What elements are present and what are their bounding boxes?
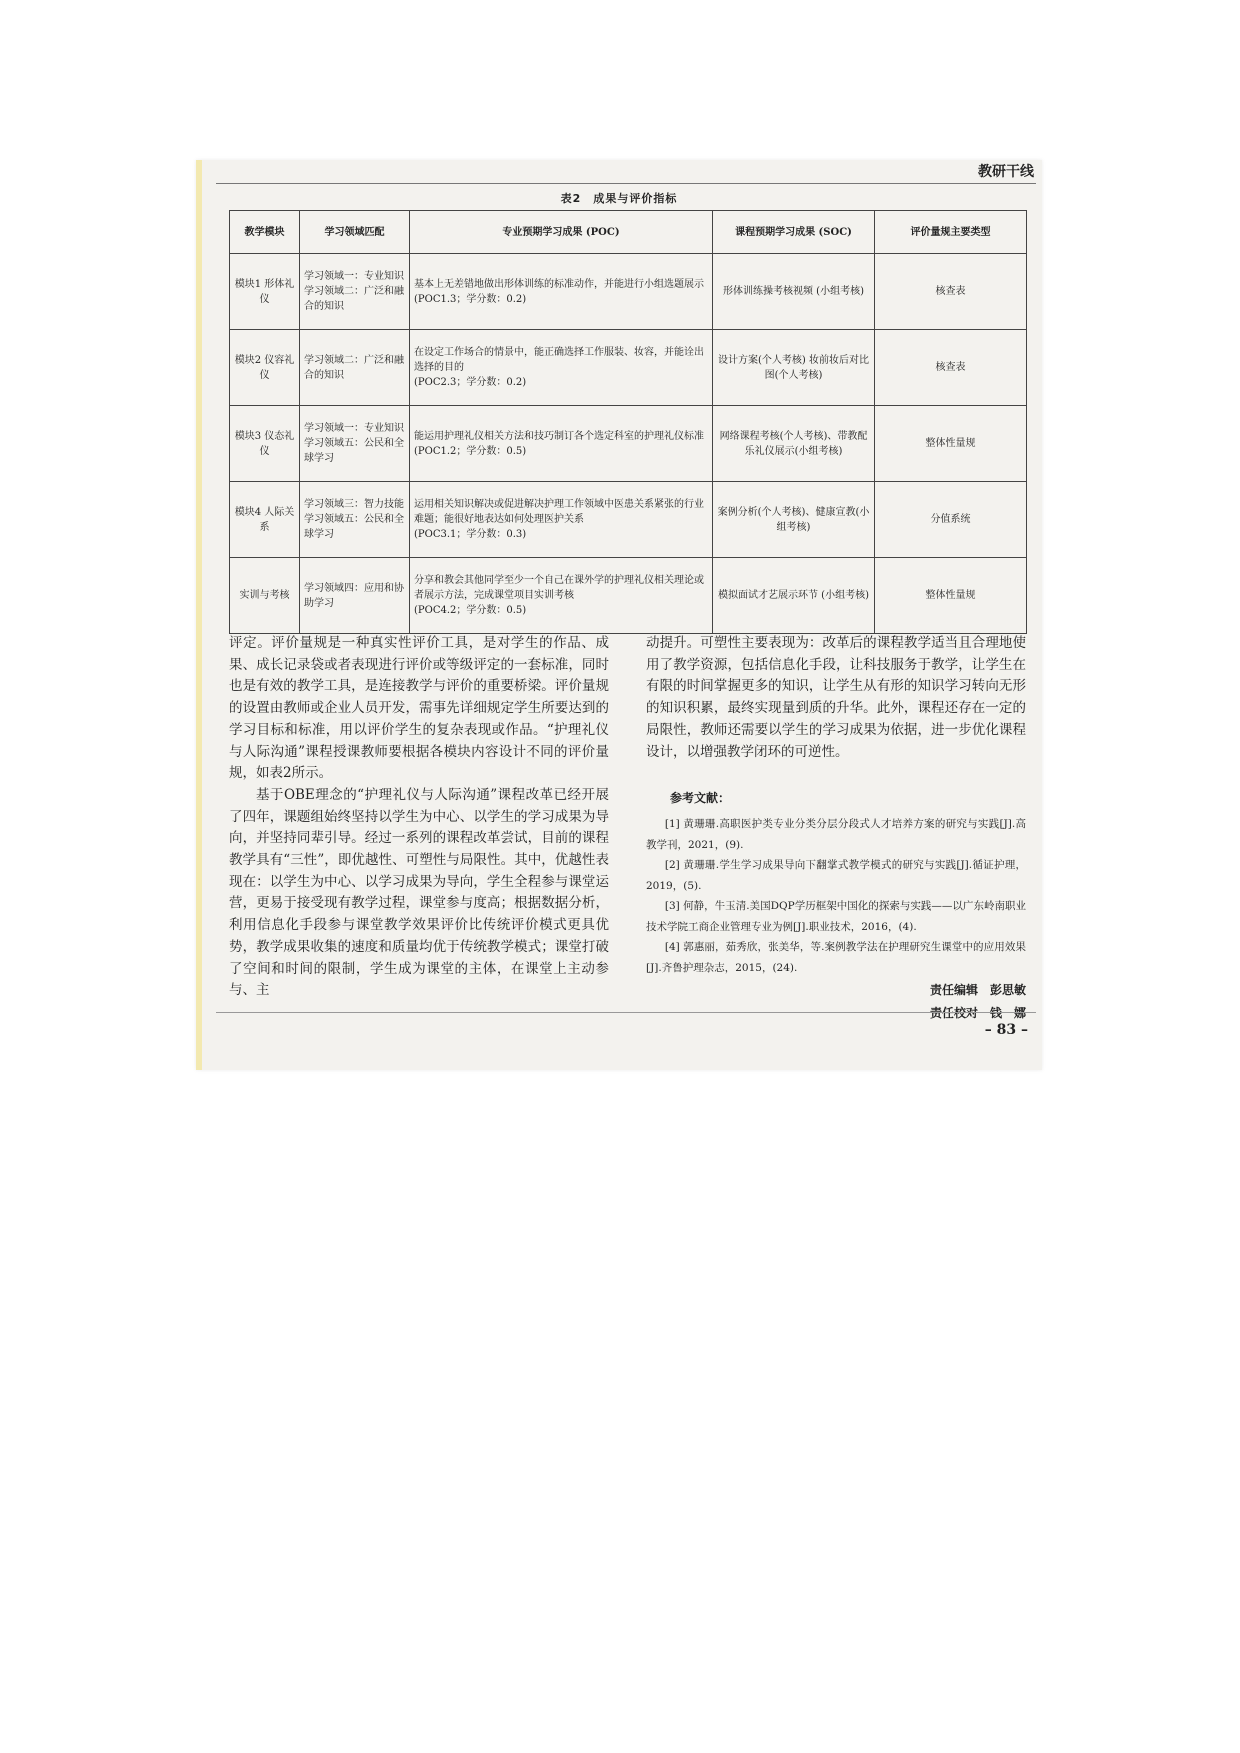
poc-text: 能运用护理礼仪相关方法和技巧制订各个选定科室的护理礼仪标准 bbox=[414, 430, 704, 442]
domain-cell: 学习领域一：专业知识 学习领域五：公民和全球学习 bbox=[300, 406, 410, 482]
rubric-cell: 分值系统 bbox=[875, 482, 1027, 558]
poc-cell bbox=[410, 406, 713, 482]
domain-cell: 学习领域三：智力技能 学习领域五：公民和全球学习 bbox=[300, 482, 410, 558]
responsible-editor: 责任编辑 彭思敏 bbox=[929, 983, 1026, 998]
body-paragraph: 评定。评价量规是一种真实性评价工具，是对学生的作品、成果、成长记录袋或者表现进行评价或等级评定的一套标准，同时也是有效的教学工具，是连接教学与评价的重要桥梁。评价量规的设置由教师或企业人员开发，需事先详细规定学生所要达到的学习目标和标准，用以评价学生的复杂表现或作品。“护理礼仪与人际沟通”课程授课教师要根据各模块内容设计不同的评价量规，如表2所示。 bbox=[229, 635, 609, 782]
footer-rule bbox=[216, 1012, 1036, 1013]
poc-cell bbox=[410, 330, 713, 406]
reference-item: [2] 黄珊珊.学生学习成果导向下翻掌式教学模式的研究与实践[J].循证护理，2019，(5). bbox=[646, 859, 1026, 892]
page-number: – 83 – bbox=[984, 1022, 1028, 1038]
rubric-cell: 整体性量规 bbox=[875, 406, 1027, 482]
soc-cell: 网络课程考核(个人考核)、带教配乐礼仪展示(小组考核) bbox=[713, 406, 875, 482]
body-paragraph: 基于OBE理念的“护理礼仪与人际沟通”课程改革已经开展了四年，课题组始终坚持以学生为中心、以学生的学习成果为导向，并坚持同辈引导。经过一系列的课程改革尝试，目前的课程教学具有“三性”，即优越性、可塑性与局限性。其中，优越性表现在：以学生为中心、以学习成果为导向，学生全程参与课堂运营，更易于接受现有教学过程，课堂参与度高；根据数据分析，利用信息化手段参与课堂教学效果评价比传统评价模式更具优势，教学成果收集的速度和质量均优于传统教学模式；课堂打破了空间和时间的限制，学生成为课堂的主体，在课堂上主动参与、主 bbox=[229, 786, 609, 999]
poc-code: (POC4.2；学分数：0.5) bbox=[414, 605, 527, 616]
column-header-module: 教学模块 bbox=[230, 211, 300, 254]
body-paragraph: 动提升。可塑性主要表现为：改革后的课程教学适当且合理地使用了教学资源，包括信息化手段，让科技服务于教学，让学生在有限的时间掌握更多的知识，让学生从有形的知识学习转向无形的知识积累，最终实现量到质的升华。此外，课程还存在一定的局限性，教师还需要以学生的学习成果为依据，进一步优化课程设计，以增强教学闭环的可逆性。 bbox=[646, 635, 1026, 760]
table-row bbox=[230, 330, 1027, 406]
right-column bbox=[646, 633, 1026, 1024]
table-row bbox=[230, 482, 1027, 558]
domain-cell: 学习领域二：广泛和融合的知识 bbox=[300, 330, 410, 406]
column-header-domain: 学习领域匹配 bbox=[300, 211, 410, 254]
table-row bbox=[230, 406, 1027, 482]
rubric-cell: 核查表 bbox=[875, 254, 1027, 330]
poc-code: (POC1.3；学分数：0.2) bbox=[414, 293, 527, 305]
module-cell: 模块3 仪态礼仪 bbox=[230, 406, 300, 482]
poc-code: (POC1.2；学分数：0.5) bbox=[414, 445, 527, 457]
soc-cell: 设计方案(个人考核) 妆前妆后对比图(个人考核) bbox=[713, 330, 875, 406]
table-caption: 表2 成果与评价指标 bbox=[560, 192, 678, 205]
module-cell: 模块1 形体礼仪 bbox=[230, 254, 300, 330]
poc-code: (POC2.3；学分数：0.2) bbox=[414, 377, 527, 388]
poc-cell bbox=[410, 254, 713, 330]
poc-code: (POC3.1；学分数：0.3) bbox=[414, 529, 527, 540]
column-header-rubric: 评价量规主要类型 bbox=[875, 211, 1027, 254]
outcome-table bbox=[229, 210, 1027, 634]
responsible-proofreader: 责任校对 钱 娜 bbox=[929, 1006, 1026, 1021]
rubric-cell: 核查表 bbox=[875, 330, 1027, 406]
poc-text: 分享和教会其他同学至少一个自己在课外学的护理礼仪相关理论或者展示方法，完成课堂项目实训考核 bbox=[414, 575, 704, 601]
left-column bbox=[229, 633, 609, 1002]
poc-text: 基本上无差错地做出形体训练的标准动作，并能进行小组选题展示 bbox=[414, 278, 704, 290]
soc-cell: 形体训练操考核视频 (小组考核) bbox=[713, 254, 875, 330]
article-body bbox=[229, 633, 1026, 1033]
poc-cell bbox=[410, 482, 713, 558]
module-cell: 模块4 人际关系 bbox=[230, 482, 300, 558]
reference-item: [4] 郭惠丽，茹秀欣，张美华，等.案例教学法在护理研究生课堂中的应用效果[J].齐鲁护理杂志，2015，(24). bbox=[646, 941, 1026, 974]
poc-cell bbox=[410, 558, 713, 634]
section-name: 教研干线 bbox=[978, 164, 1034, 180]
soc-cell: 模拟面试才艺展示环节 (小组考核) bbox=[713, 558, 875, 634]
column-header-soc: 课程预期学习成果 (SOC) bbox=[713, 211, 875, 254]
poc-text: 在设定工作场合的情景中，能正确选择工作服装、妆容，并能诠出选择的目的 bbox=[414, 347, 704, 373]
soc-cell: 案例分析(个人考核)、健康宣教(小组考核) bbox=[713, 482, 875, 558]
table-header-row bbox=[230, 211, 1027, 254]
references-heading: 参考文献： bbox=[670, 791, 731, 806]
rubric-cell: 整体性量规 bbox=[875, 558, 1027, 634]
table-row bbox=[230, 558, 1027, 634]
reference-item: [3] 何静，牛玉清.美国DQP学历框架中国化的探索与实践——以广东岭南职业技术学院工商企业管理专业为例[J].职业技术，2016，(4). bbox=[646, 900, 1026, 933]
table-row bbox=[230, 254, 1027, 330]
poc-text: 运用相关知识解决或促进解决护理工作领域中医患关系紧张的行业难题；能很好地表达如何处理医护关系 bbox=[414, 499, 704, 525]
module-cell: 模块2 仪容礼仪 bbox=[230, 330, 300, 406]
page-binding-edge bbox=[196, 160, 202, 1070]
scanned-page bbox=[196, 160, 1042, 1070]
header-rule bbox=[216, 183, 1036, 184]
module-cell: 实训与考核 bbox=[230, 558, 300, 634]
column-header-poc: 专业预期学习成果 (POC) bbox=[410, 211, 713, 254]
domain-cell: 学习领域一：专业知识 学习领域二：广泛和融合的知识 bbox=[300, 254, 410, 330]
domain-cell: 学习领域四：应用和协助学习 bbox=[300, 558, 410, 634]
reference-item: [1] 黄珊珊.高职医护类专业分类分层分段式人才培养方案的研究与实践[J].高教学刊，2021，(9). bbox=[646, 818, 1026, 851]
